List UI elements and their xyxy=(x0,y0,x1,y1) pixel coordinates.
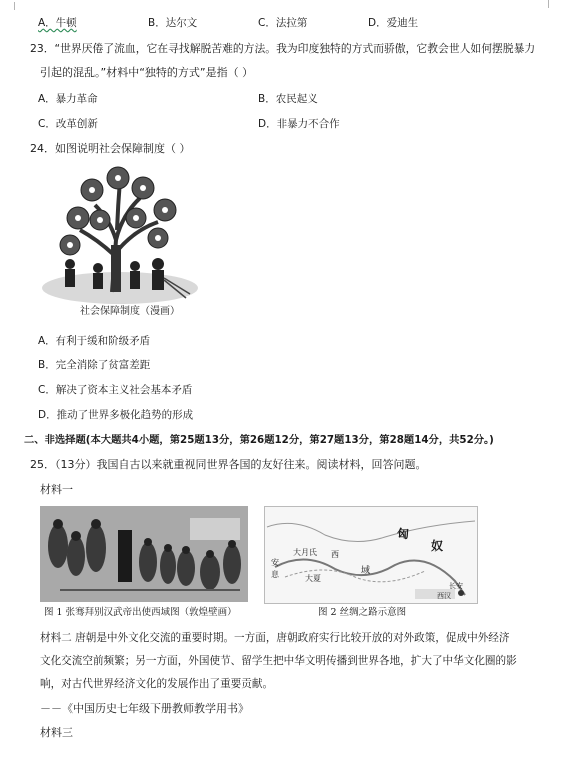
q23-option-a: A．暴力革命 xyxy=(38,93,98,105)
material3-label: 材料三 xyxy=(40,726,73,739)
q23-option-c: C．改革创新 xyxy=(38,118,98,130)
material1-label: 材料一 xyxy=(40,483,73,496)
crop-mark-top-right xyxy=(548,0,557,8)
map-label-xi: 西 xyxy=(331,550,339,559)
section2-heading: 二、非选择题(本大题共4小题，第25题13分，第26题12分，第27题13分，第28题14分，共52分。) xyxy=(24,434,494,446)
map-label-xihan: 西汉 xyxy=(437,592,451,600)
q24-option-a: A．有利于缓和阶级矛盾 xyxy=(38,335,151,347)
q24-stem: 24．如图说明社会保障制度（ ） xyxy=(30,142,191,155)
map-label-yu: 域 xyxy=(361,566,371,576)
q24-option-c: C．解决了资本主义社会基本矛盾 xyxy=(38,384,193,396)
material2-line2: 文化交流空前频繁；另一方面，外国使节、留学生把中华文明传播到世界各地，扩大了中华文化圈的影 xyxy=(40,655,517,667)
map-label-nu: 奴 xyxy=(431,539,444,553)
cartoon-caption: 社会保障制度（漫画） xyxy=(80,306,180,317)
q24-option-d: D．推动了世界多极化趋势的形成 xyxy=(38,409,194,421)
figure2-caption: 图 2 丝绸之路示意图 xyxy=(318,607,407,618)
q23-stem-line2: 引起的混乱。”材料中“独特的方式”是指（ ） xyxy=(40,66,254,79)
mural-illustration xyxy=(40,506,248,602)
crop-mark-top-left xyxy=(6,2,15,10)
map-label-xiong: 匈 xyxy=(397,527,410,541)
material2-line1: 材料二 唐朝是中外文化交流的重要时期。一方面，唐朝政府实行比较开放的对外政策，促成中外经济 xyxy=(40,632,510,644)
material2-source: －－《中国历史七年级下册教师教学用书》 xyxy=(40,702,249,715)
q25-stem: 25．（13分）我国自古以来就重视同世界各国的友好往来。阅读材料，回答问题。 xyxy=(30,458,427,471)
material2-line3: 响，对古代世界经济文化的发展作出了重要贡献。 xyxy=(40,678,274,690)
social-security-cartoon xyxy=(40,160,200,308)
money-tree-illustration xyxy=(40,160,200,308)
zhang-qian-mural xyxy=(40,506,248,602)
map-label-changan: 长安 xyxy=(449,582,463,590)
map-label-dayuezhi: 大月氏 xyxy=(293,548,317,557)
q22-option-c: C．法拉第 xyxy=(258,17,308,29)
q22-option-d: D．爱迪生 xyxy=(368,17,419,29)
map-label-daxia: 大夏 xyxy=(305,574,321,583)
q22-option-a: A．牛顿 xyxy=(38,17,77,29)
silk-road-map xyxy=(264,506,478,604)
q22-option-b: B．达尔文 xyxy=(148,17,198,29)
map-label-an: 安 xyxy=(271,558,279,567)
q23-option-b: B．农民起义 xyxy=(258,93,318,105)
q23-stem-line1: 23．“世界厌倦了流血，它在寻找解脱苦难的方法。我为印度独特的方式而骄傲，它教会世人如何摆脱暴力 xyxy=(30,42,536,55)
q23-option-d: D．非暴力不合作 xyxy=(258,118,340,130)
figure1-caption: 图 1 张骞拜别汉武帝出使西域图（敦煌壁画） xyxy=(44,607,237,618)
q24-option-b: B．完全消除了贫富差距 xyxy=(38,359,151,371)
map-label-xi2: 息 xyxy=(271,570,279,579)
